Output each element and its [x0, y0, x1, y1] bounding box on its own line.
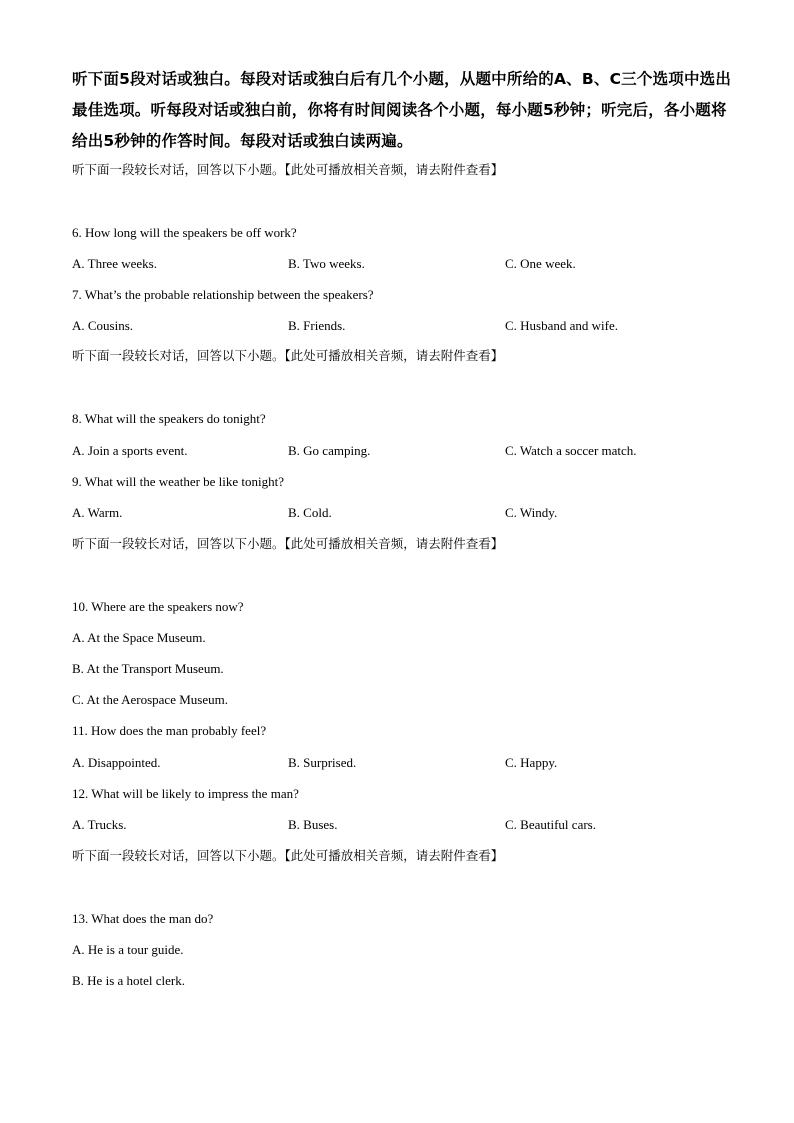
question-12-stem: 12. What will be likely to impress the man?	[72, 786, 299, 801]
question-11-option-c[interactable]: C. Happy.	[505, 755, 558, 770]
question-11-option-a[interactable]: A. Disappointed.	[72, 755, 161, 770]
question-9-option-a[interactable]: A. Warm.	[72, 505, 123, 520]
question-12-option-c[interactable]: C. Beautiful cars.	[505, 817, 596, 832]
question-11-stem: 11. How does the man probably feel?	[72, 723, 267, 738]
question-7-option-c[interactable]: C. Husband and wife.	[505, 318, 619, 333]
question-8-options	[72, 442, 732, 460]
question-10-option-c[interactable]: C. At the Aerospace Museum.	[72, 692, 228, 707]
question-7-option-b[interactable]: B. Friends.	[288, 318, 346, 333]
question-9-option-c[interactable]: C. Windy.	[505, 505, 558, 520]
section-header: 听下面一段较长对话，回答以下小题。【此处可播放相关音频，请去附件查看】	[72, 162, 504, 177]
question-10-option-a[interactable]: A. At the Space Museum.	[72, 630, 206, 645]
question-8-option-c[interactable]: C. Watch a soccer match.	[505, 443, 637, 458]
question-8-option-b[interactable]: B. Go camping.	[288, 443, 371, 458]
question-13-option-a[interactable]: A. He is a tour guide.	[72, 942, 184, 957]
question-8-stem: 8. What will the speakers do tonight?	[72, 411, 266, 426]
question-8-option-a[interactable]: A. Join a sports event.	[72, 443, 188, 458]
question-6-options	[72, 255, 732, 273]
question-13-stem: 13. What does the man do?	[72, 911, 214, 926]
question-7-options	[72, 317, 732, 335]
question-12-options	[72, 816, 732, 834]
question-6-option-c[interactable]: C. One week.	[505, 256, 576, 271]
section-header: 听下面一段较长对话，回答以下小题。【此处可播放相关音频，请去附件查看】	[72, 536, 504, 551]
question-12-option-a[interactable]: A. Trucks.	[72, 817, 127, 832]
question-10-stem: 10. Where are the speakers now?	[72, 599, 244, 614]
question-9-option-b[interactable]: B. Cold.	[288, 505, 332, 520]
question-11-option-b[interactable]: B. Surprised.	[288, 755, 357, 770]
section-header: 听下面一段较长对话，回答以下小题。【此处可播放相关音频，请去附件查看】	[72, 848, 504, 863]
question-9-stem: 9. What will the weather be like tonight?	[72, 474, 285, 489]
question-12-option-b[interactable]: B. Buses.	[288, 817, 338, 832]
question-9-options	[72, 504, 732, 522]
listening-instructions: 听下面5段对话或独白。每段对话或独白后有几个小题，从题中所给的A、B、C三个选项中选出最佳选项。听每段对话或独白前，你将有时间阅读各个小题，每小题5秒钟；听完后，各小题将给出5秒钟的作答时间。每段对话或独白读两遍。	[72, 70, 732, 150]
question-6-stem: 6. How long will the speakers be off work?	[72, 225, 297, 240]
question-11-options	[72, 754, 732, 772]
question-13-option-b[interactable]: B. He is a hotel clerk.	[72, 973, 185, 988]
section-header: 听下面一段较长对话，回答以下小题。【此处可播放相关音频，请去附件查看】	[72, 348, 504, 363]
question-6-option-b[interactable]: B. Two weeks.	[288, 256, 365, 271]
question-7-stem: 7. What’s the probable relationship between the speakers?	[72, 287, 374, 302]
question-6-option-a[interactable]: A. Three weeks.	[72, 256, 157, 271]
question-10-option-b[interactable]: B. At the Transport Museum.	[72, 661, 224, 676]
question-7-option-a[interactable]: A. Cousins.	[72, 318, 134, 333]
